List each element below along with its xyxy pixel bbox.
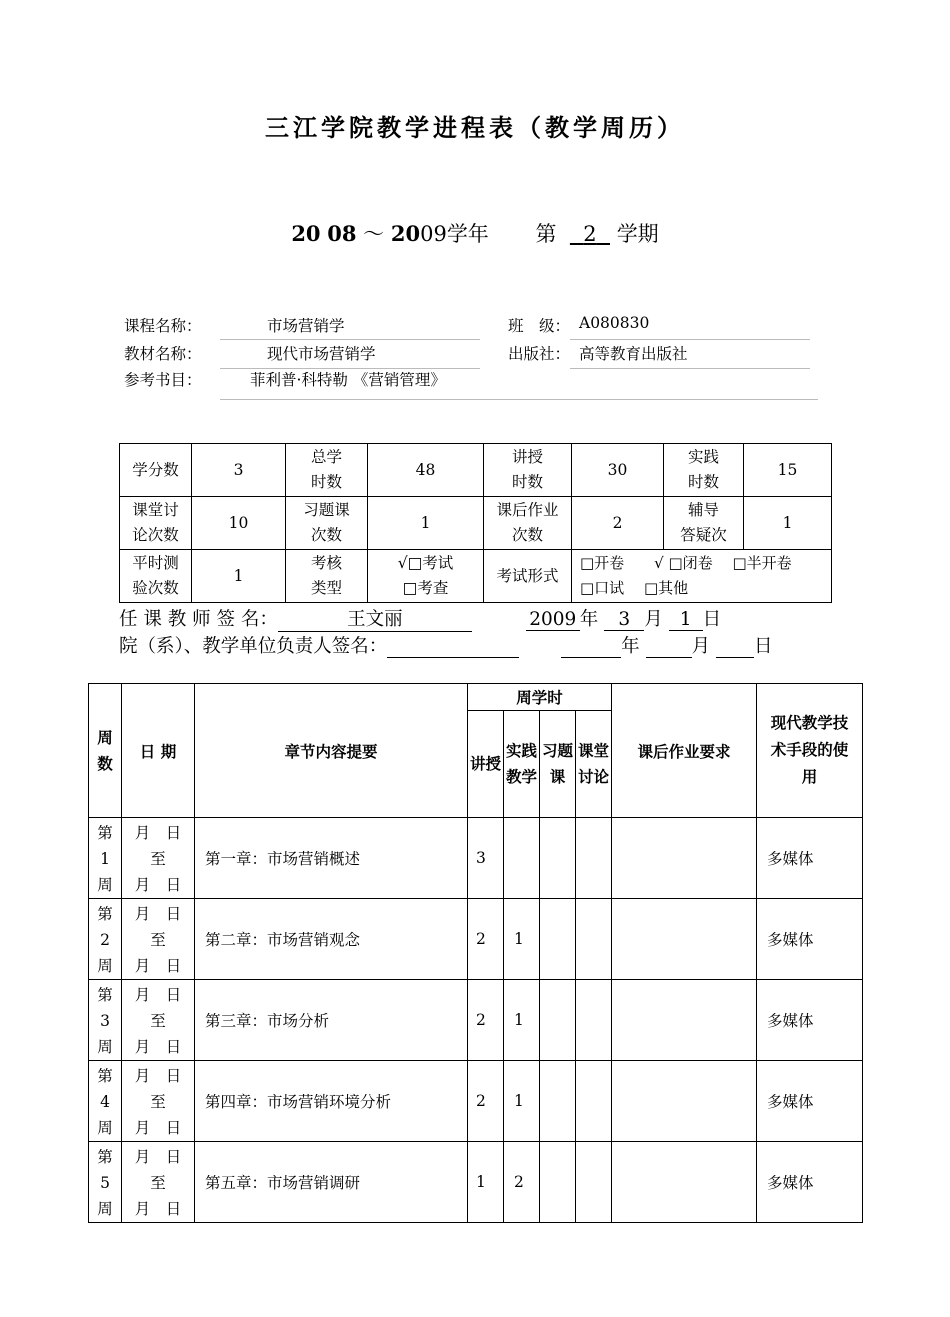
textbook-value: 现代市场营销学 [267,345,376,363]
week-cell [89,899,122,980]
week-prefix: 第 [97,905,113,923]
publisher-line [570,368,810,369]
week-cell [89,980,122,1061]
weekly-schedule-table [88,683,863,1223]
header-exercise: 习题课 [540,711,576,818]
discussion-value: 10 [192,497,286,550]
week-prefix: 第 [97,824,113,842]
exercise-label [286,497,368,550]
practice-label-1: 实践 [687,448,719,466]
course-name-line [220,339,480,340]
practice-hours-cell: 1 [504,899,540,980]
exam-form-label: 考试形式 [484,550,572,603]
year-start-prefix: 20 [291,221,321,246]
dept-day-field[interactable] [716,636,754,658]
tech-cell: 多媒体 [757,1142,863,1223]
header-practice: 实践教学 [504,711,540,818]
class-line [570,339,810,340]
homework-label [484,497,572,550]
header-week: 周数 [89,684,122,818]
exercise-hours-cell [540,1061,576,1142]
table-row [89,1061,863,1142]
date-start: 月 日 [134,905,182,923]
xuenian: 学年 [446,222,489,246]
publisher-value: 高等教育出版社 [579,345,688,363]
week-number: 2 [100,931,110,949]
date-start: 月 日 [134,1067,182,1085]
sign-year: 2009 [529,609,577,630]
discussion-hours-cell [576,980,612,1061]
discussion-hours-cell [576,1061,612,1142]
credits-label: 学分数 [120,444,192,497]
total-hours-label-2: 时数 [310,473,342,491]
reference-line [220,399,818,400]
quiz-label [120,550,192,603]
teacher-signature-line [119,605,721,632]
exam-form-line-1[interactable]: □开卷 √ □闭卷 □半开卷 [580,554,792,572]
practice-hours-label [664,444,744,497]
assess-type-options [368,550,484,603]
credits-value: 3 [192,444,286,497]
date-start: 月 日 [134,986,182,1004]
year-end-rest: 09 [420,222,447,246]
date-end: 月 日 [134,876,182,894]
semester-value: 2 [583,222,597,246]
total-hours-label [286,444,368,497]
date-start: 月 日 [134,824,182,842]
lecture-hours-cell: 2 [468,1061,504,1142]
tutoring-label-2: 答疑次 [680,526,727,544]
content-cell: 第三章：市场分析 [195,980,468,1061]
page-title: 三江学院教学进程表（教学周历） [265,114,685,142]
date-to: 至 [150,1012,166,1030]
week-cell [89,1061,122,1142]
assess-label-1: 考核 [310,554,342,572]
teacher-name: 王文丽 [347,609,403,630]
quiz-value: 1 [192,550,286,603]
discussion-hours-cell [576,899,612,980]
date-to: 至 [150,931,166,949]
content-cell: 第一章：市场营销概述 [195,818,468,899]
assess-label-2: 类型 [310,579,342,597]
practice-label-2: 时数 [687,473,719,491]
exercise-hours-cell [540,818,576,899]
table-row [89,818,863,899]
week-cell [89,1142,122,1223]
reference-label: 参考书目： [124,371,202,389]
exercise-label-1: 习题课 [303,501,350,519]
publisher-label: 出版社： [508,345,571,363]
tech-cell: 多媒体 [757,818,863,899]
lecture-hours-label [484,444,572,497]
date-cell[interactable] [122,899,195,980]
dept-day-unit: 日 [753,636,773,657]
date-start: 月 日 [134,1148,182,1166]
discussion-hours-cell [576,1142,612,1223]
practice-hours-value: 15 [744,444,832,497]
tutoring-label-1: 辅导 [687,501,719,519]
homework-cell [612,899,757,980]
class-label: 班 级： [508,317,571,335]
dept-signature-field[interactable] [387,636,519,658]
date-cell[interactable] [122,1142,195,1223]
date-to: 至 [150,1174,166,1192]
date-end: 月 日 [134,1119,182,1137]
week-suffix: 周 [97,876,113,894]
dept-year-unit: 年 [621,636,640,657]
exam-form-options [572,550,832,603]
reference-value: 菲利普·科特勒 《营销管理》 [250,371,446,389]
header-date: 日 期 [122,684,195,818]
sign-year-unit: 年 [579,609,599,630]
tech-cell: 多媒体 [757,1061,863,1142]
dept-signature-line [119,632,772,658]
sign-month: 3 [618,609,631,630]
tutoring-value: 1 [744,497,832,550]
lecture-hours-cell: 2 [468,980,504,1061]
week-suffix: 周 [97,957,113,975]
lecture-hours-cell: 3 [468,818,504,899]
semester-number [570,222,610,246]
practice-hours-cell: 1 [504,1061,540,1142]
course-summary-table [119,443,832,603]
table-row [89,1142,863,1223]
week-number: 1 [100,850,110,868]
xueqi: 学期 [616,222,659,246]
homework-cell [612,1142,757,1223]
header-content: 章节内容提要 [195,684,468,818]
sign-year-field[interactable] [526,609,580,631]
lecture-hours-value: 30 [572,444,664,497]
term-line [0,218,950,248]
total-hours-value: 48 [368,444,484,497]
teacher-signature-label: 任 课 教 师 签 名： [119,609,278,630]
exercise-label-2: 次数 [310,526,342,544]
header-weekly-hours: 周学时 [468,684,612,711]
assess-option-check[interactable]: □考查 [402,579,449,597]
sign-month-unit: 月 [644,609,663,630]
year-start-bold: 08 [327,221,357,246]
homework-value: 2 [572,497,664,550]
week-suffix: 周 [97,1200,113,1218]
week-number: 3 [100,1012,110,1030]
practice-hours-cell: 1 [504,980,540,1061]
sign-day-field[interactable] [669,609,703,631]
week-prefix: 第 [97,1148,113,1166]
lecture-hours-cell: 2 [468,899,504,980]
sign-day-unit: 日 [702,609,722,630]
discussion-label [120,497,192,550]
header-lecture: 讲授 [468,711,504,818]
table-row [89,980,863,1061]
date-cell[interactable] [122,980,195,1061]
di-label: 第 [535,222,557,246]
tech-cell: 多媒体 [757,980,863,1061]
date-cell[interactable] [122,1061,195,1142]
tilde: ～ [363,222,385,246]
homework-cell [612,1061,757,1142]
content-cell: 第四章：市场营销环境分析 [195,1061,468,1142]
header-homework: 课后作业要求 [612,684,757,818]
date-end: 月 日 [134,957,182,975]
course-name-label: 课程名称： [124,317,202,335]
exam-form-line-2[interactable]: □口试 □其他 [580,579,689,597]
sign-day: 1 [679,609,692,630]
header-tech: 现代教学技术手段的使用 [757,684,863,818]
tech-cell: 多媒体 [757,899,863,980]
date-to: 至 [150,850,166,868]
homework-label-2: 次数 [511,526,543,544]
date-cell[interactable] [122,818,195,899]
discussion-hours-cell [576,818,612,899]
practice-hours-cell: 2 [504,1142,540,1223]
content-cell: 第二章：市场营销观念 [195,899,468,980]
sign-month-field[interactable] [604,609,644,631]
teacher-signature-field[interactable] [278,605,472,632]
assess-type-label [286,550,368,603]
textbook-label: 教材名称： [124,345,202,363]
dept-year-field[interactable] [561,636,621,658]
exercise-value: 1 [368,497,484,550]
dept-signature-label: 院（系）、教学单位负责人签名： [119,636,388,657]
practice-hours-cell [504,818,540,899]
dept-month-unit: 月 [691,636,711,657]
quiz-label-2: 验次数 [132,579,179,597]
class-value: A080830 [579,314,650,332]
discussion-label-2: 论次数 [132,526,179,544]
exercise-hours-cell [540,899,576,980]
week-cell [89,818,122,899]
week-prefix: 第 [97,1067,113,1085]
quiz-label-1: 平时测 [132,554,179,572]
course-name-value: 市场营销学 [267,317,345,335]
week-suffix: 周 [97,1119,113,1137]
total-hours-label-1: 总学 [310,448,342,466]
lecture-label-1: 讲授 [511,448,543,466]
week-suffix: 周 [97,1038,113,1056]
lecture-hours-cell: 1 [468,1142,504,1223]
tutoring-label [664,497,744,550]
header-discussion: 课堂讨论 [576,711,612,818]
lecture-label-2: 时数 [511,473,543,491]
exercise-hours-cell [540,980,576,1061]
date-end: 月 日 [134,1038,182,1056]
table-row [89,899,863,980]
date-to: 至 [150,1093,166,1111]
dept-month-field[interactable] [646,636,692,658]
week-number: 4 [100,1093,110,1111]
discussion-label-1: 课堂讨 [132,501,179,519]
homework-cell [612,980,757,1061]
homework-cell [612,818,757,899]
week-prefix: 第 [97,986,113,1004]
assess-option-exam[interactable]: √□考试 [397,554,454,572]
content-cell: 第五章：市场营销调研 [195,1142,468,1223]
exercise-hours-cell [540,1142,576,1223]
week-number: 5 [100,1174,110,1192]
year-end-bold: 20 [390,221,421,246]
homework-label-1: 课后作业 [496,501,559,519]
date-end: 月 日 [134,1200,182,1218]
